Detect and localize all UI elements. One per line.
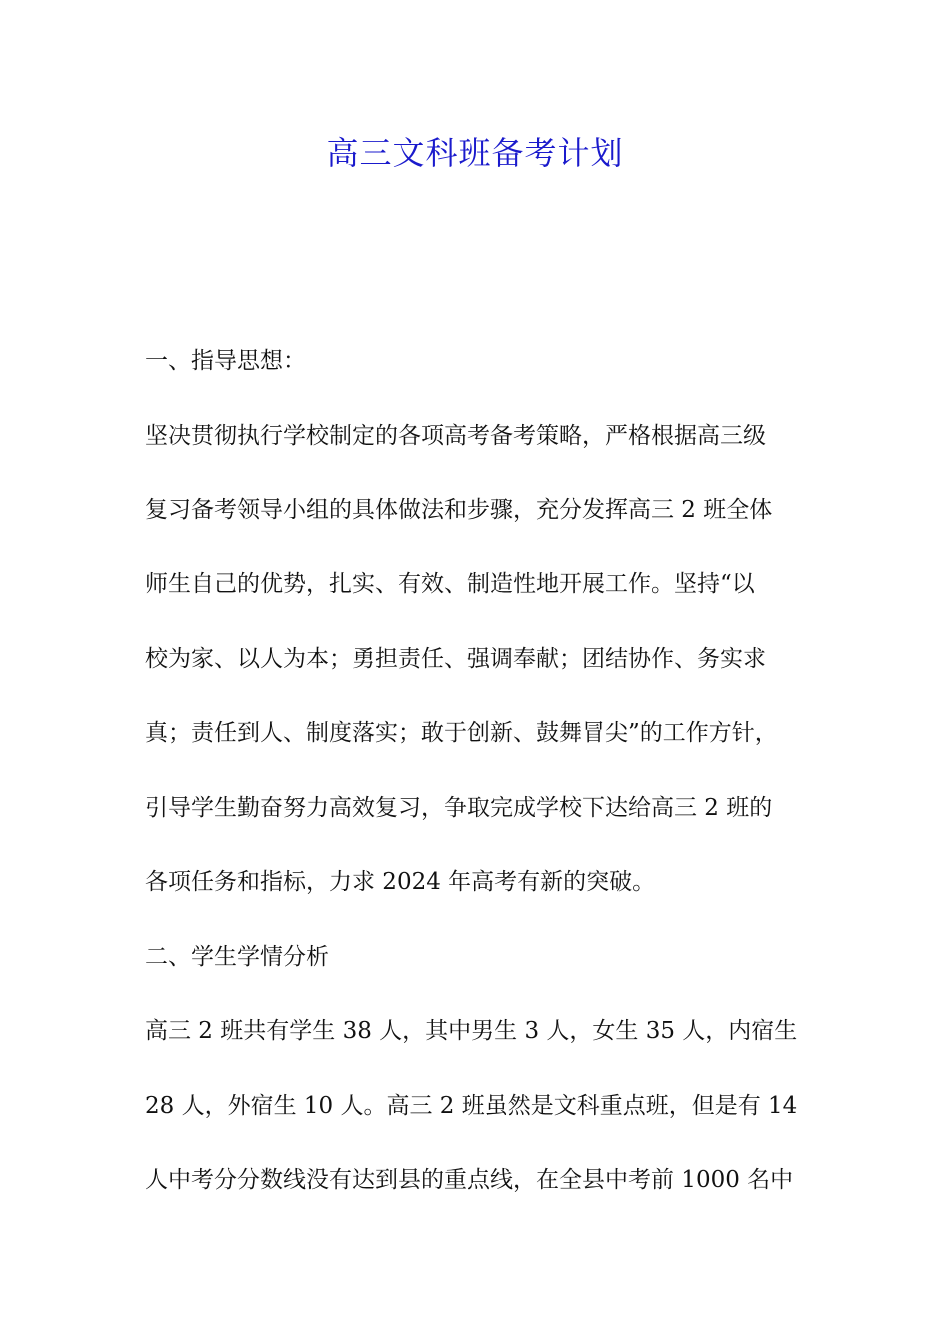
paragraph-line: 校为家、以人为本；勇担责任、强调奉献；团结协作、务实求 (145, 646, 766, 672)
paragraph-line: 高三 2 班共有学生 38 人，其中男生 3 人，女生 35 人，内宿生 (145, 1018, 798, 1044)
paragraph-line: 坚决贯彻执行学校制定的各项高考备考策略，严格根据高三级 (145, 423, 766, 449)
paragraph-line: 复习备考领导小组的具体做法和步骤，充分发挥高三 2 班全体 (145, 497, 773, 523)
paragraph-line: 引导学生勤奋努力高效复习，争取完成学校下达给高三 2 班的 (145, 795, 773, 821)
paragraph-line: 师生自己的优势，扎实、有效、制造性地开展工作。坚持“以 (145, 571, 755, 597)
section-heading-1: 一、指导思想： (145, 348, 306, 374)
paragraph-line: 各项任务和指标，力求 2024 年高考有新的突破。 (145, 869, 656, 895)
paragraph-line: 真；责任到人、制度落实；敢于创新、鼓舞冒尖”的工作方针， (145, 720, 778, 746)
document-title: 高三文科班备考计划 (326, 134, 624, 172)
section-heading-2: 二、学生学情分析 (145, 944, 329, 970)
paragraph-line: 28 人，外宿生 10 人。高三 2 班虽然是文科重点班，但是有 14 (145, 1093, 798, 1119)
paragraph-line: 人中考分分数线没有达到县的重点线，在全县中考前 1000 名中 (145, 1167, 794, 1193)
